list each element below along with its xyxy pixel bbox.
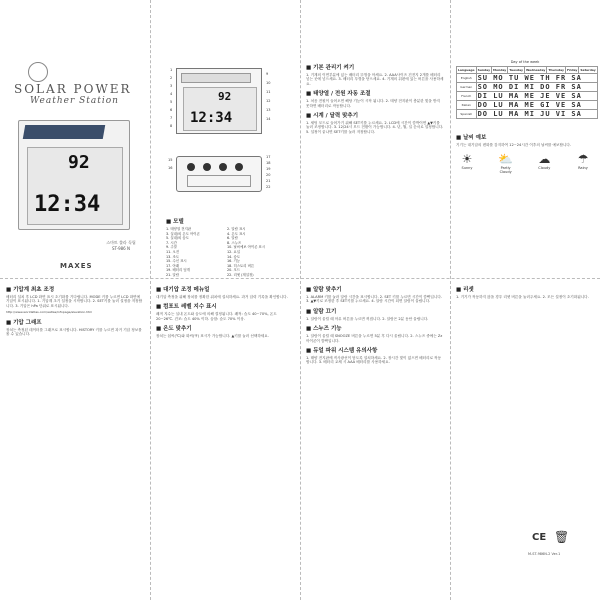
lcd-time: 12:34 — [190, 110, 233, 126]
callout-numbers-back-left: 15 16 — [168, 158, 173, 170]
parts-item: 15. 수신 표시 — [166, 259, 187, 264]
rainy-icon: ☂ Rainy — [572, 153, 594, 174]
section-body: 1. 알람이 울릴 때 아무 버튼을 누르면 꺼집니다. 2. 알람은 2분 동안 울립니다. — [306, 316, 429, 321]
parts-item: 3. 실내/외 온도 아이콘 — [166, 231, 200, 236]
section-title: ■ 리셋 — [456, 287, 474, 293]
front-diagram — [176, 68, 262, 134]
parts-list — [166, 214, 288, 278]
diagram-panel — [150, 0, 300, 278]
day-header: Monday — [493, 68, 507, 72]
section-body: 1. 기기가 작동하지 않을 경우 리셋 버튼을 눌러주세요. 2. 모든 설정이 초기화됩니다. — [456, 295, 589, 299]
recycle-bin-icon: 🗑 — [554, 530, 570, 544]
lcd-temperature: 92 — [218, 90, 232, 103]
partly-cloudy-icon: ⛅ Partly Cloudy — [495, 153, 517, 174]
button-alarm[interactable] — [219, 163, 227, 171]
callout-numbers-left: 1 2 3 4 5 6 7 8 — [170, 68, 173, 128]
section-title: ■ 스누즈 기능 — [306, 326, 342, 333]
table-row — [457, 101, 598, 110]
section-title: ■ 기압 그래프 — [6, 319, 42, 326]
instructions-panel-1 — [302, 60, 448, 278]
section-title: ■ 태양열 / 전원 자동 조절 — [306, 91, 371, 98]
parts-item: 12. 요일 — [227, 249, 241, 254]
solar-panel — [181, 73, 251, 83]
button-set[interactable] — [235, 163, 243, 171]
section-body: 1. 알람이 울릴 때 SNOOZE 버튼을 누르면 5분 후 다시 울립니다. 2. 스누즈 중에는 Zz 아이콘이 깜빡입니다. — [306, 334, 443, 343]
model-number: ST-986 N — [112, 246, 130, 251]
cover-panel — [0, 0, 150, 278]
instructions-panel-5 — [452, 280, 598, 598]
table-caption: Day of the week — [510, 60, 540, 64]
sun-icon — [28, 62, 48, 82]
language-name: English — [457, 74, 477, 83]
callout-numbers-back-right: 17 18 19 20 21 22 — [266, 155, 271, 189]
day-header: Wednesday — [525, 68, 546, 72]
parts-item: 13. 조도 — [166, 254, 180, 259]
section-body: 1. 세팅 모드로 들어가기 위해 SET키를 누르세요. 2. LCD에 시간이 깜박이면 ▲▼키를 눌러 조정합니다. 3. 12/24시 모드 전환이 가능합니다. 4. 년, 월, 일 순서로 설정합니다. 5. 설정이 끝나면 SET키를 눌러 저장합니다. — [306, 121, 444, 134]
parts-item: 11. 오전 — [166, 249, 180, 254]
section-title: ■ 시계 / 달력 맞추기 — [306, 113, 359, 120]
section-body: 배터리 설치 후 LCD 화면 표시 초기화를 기다립니다. MODE 키를 누르면 LCD 화면에 기압이 표시됩니다. 1. 기압계 초기 설정을 시작합니다. 2. SET키를 눌러 설정을 저장합니다. 3. 기압은 hPa 단위로 표시됩니다. — [6, 295, 143, 308]
day-abbreviations: SO MO DI MI DO FR SA — [476, 83, 597, 92]
weather-icons — [456, 153, 594, 174]
fold-line — [450, 0, 451, 600]
day-abbreviations: DI LU MA ME JE VE SA — [476, 92, 597, 101]
language-name: Italian — [457, 101, 477, 110]
button-mode[interactable] — [203, 163, 211, 171]
day-header: Friday — [566, 68, 578, 72]
parts-item: 19. 배터리 덮개 — [166, 268, 190, 273]
instructions-panel-2 — [2, 280, 148, 598]
section-body: 1. 기계의 이면부분에 있는 배터리 뚜껑을 아세요. 2. AAA사이즈 건전지 2개를 배터리 넣는 곳에 넣으세요. 3. 배터리 뚜껑을 닫으세요. 4. 기계의 뒤편에 있는 버튼을 사용하세요. — [306, 73, 444, 86]
parts-item: 21. 알람 — [166, 272, 180, 277]
section-body: 기기는 대기압의 변화를 감지하여 12~24시간 이후의 날씨를 예보합니다. — [456, 143, 572, 147]
solar-panel — [23, 125, 105, 139]
callout-numbers-right: 9 10 11 12 13 14 — [266, 72, 271, 121]
parts-grid — [166, 227, 288, 278]
parts-item: 6. 알람 — [227, 236, 238, 241]
fold-line — [0, 278, 600, 279]
section-body: 장치는 섭씨(℃)와 화씨(℉) 표시가 가능합니다. ▲키를 눌러 선택하세요. — [156, 334, 269, 339]
parts-item: 8. 스누즈 — [227, 240, 242, 245]
model-version: M-ST-986N-2 Ver.1 — [528, 552, 561, 556]
parts-item: 5. 실내/외 습도 — [166, 236, 189, 241]
section-title: ■ 알람 맞추기 — [306, 287, 342, 293]
lcd-screen — [183, 87, 257, 131]
section-title: ■ 온도 맞추기 — [156, 326, 192, 333]
icon-label: Sunny — [461, 166, 473, 171]
parts-item: 9. 주말 — [166, 245, 177, 250]
section-title: ■ 대기압 조정 메뉴얼 — [156, 287, 210, 293]
instructions-panel-4 — [302, 280, 448, 598]
parts-item: 14. 습도 — [227, 254, 241, 259]
day-header: Tuesday — [509, 68, 523, 72]
lcd-screen — [27, 147, 123, 225]
day-header: Thursday — [548, 68, 564, 72]
section-title: ■ 컴포트 레벨 지수 표시 — [156, 304, 217, 311]
back-diagram — [176, 156, 262, 192]
language-panel — [452, 60, 598, 278]
section-title: ■ 기본 관리기 켜기 — [306, 65, 355, 71]
day-header: Saturday — [580, 68, 596, 72]
parts-item: 22. 리셋 (재설정) — [227, 272, 254, 277]
table-row — [457, 110, 598, 119]
section-body: 장치는 측정된 데이터를 그래프로 표시합니다. HISTORY 키를 누르면 과거 기압 정보를 볼 수 있습니다. — [6, 327, 142, 337]
sunny-icon: ☀ Sunny — [456, 153, 478, 174]
parts-item: 2. 알람 표시 — [227, 227, 246, 231]
instructions-panel-3 — [152, 280, 298, 598]
table-row — [457, 74, 598, 83]
language-name: French — [457, 92, 477, 101]
lcd-temperature: 92 — [68, 152, 90, 173]
section-title: ■ 날씨 예보 — [456, 135, 487, 141]
cover-caption: 스마트 쏠라 독립 — [106, 240, 136, 245]
section-title: ■ 알람 끄기 — [306, 308, 337, 315]
parts-item: 18. 히스토리 버튼 — [227, 263, 255, 268]
maker-logo: MAXES — [60, 262, 93, 270]
section-title: ■ 듀얼 파워 시스템 유의사항 — [306, 348, 378, 355]
table-row — [457, 83, 598, 92]
section-body: 1. ALARM 키를 눌러 알람 시간을 표시합니다. 2. SET 키를 누르면 시간이 깜빡입니다. 3. ▲▼키로 조정한 후 SET키를 누르세요. 4. 알람 시간이 되면 알람이 울립니다. — [306, 295, 442, 304]
parts-item: 17. 아래 — [166, 263, 180, 268]
icon-label: Cloudy — [538, 166, 551, 171]
parts-item: 1. 태양열 전지판 — [166, 227, 192, 231]
language-table — [456, 66, 598, 119]
day-header: Sunday — [477, 68, 491, 72]
lcd-time: 12:34 — [34, 192, 101, 217]
section-body: 대기압 측정을 위해 장치를 정확한 위치에 설치하세요. 과거 압력 기록을 확인합니다. — [156, 295, 288, 299]
ce-mark: CE — [532, 532, 547, 543]
parts-item: 4. 온도 표시 — [227, 231, 246, 236]
brand-title: SOLAR POWER — [14, 82, 132, 96]
section-body: 쾌적 지수는 실내 온도와 습도에 의해 결정됩니다. 쾌적: 습도 40~70%, 온도 20~26℃. 건조: 습도 40% 이하. 습함: 습도 70% 이상. — [156, 312, 277, 321]
language-name: Spanish — [457, 110, 477, 119]
parts-item: 16. 기능 — [227, 259, 241, 264]
day-abbreviations: DO LU MA ME GI VE SA — [476, 101, 597, 110]
parts-item: 20. 모드 — [227, 268, 241, 273]
fold-line — [300, 0, 301, 600]
section-body: 1. 태양 전지판에 직사광선이 닿도록 설치하세요. 2. 장시간 빛이 없으면 배터리로 작동합니다. 3. 배터리 교체 시 AAA 배터리를 사용하세요. — [306, 356, 442, 365]
section-body: 1. 처음 전원이 들어오면 해당 기능이 시작 됩니다. 2. 태양 전지판이 충분한 빛을 받지 못하면 배터리로 작동합니다. — [306, 99, 440, 108]
section-title: ■ 기압계 최초 조정 — [6, 287, 55, 293]
day-abbreviations: DO LU MA MI JU VI SA — [476, 110, 597, 119]
parts-title: ■ 모델 — [166, 219, 184, 225]
table-header: Language — [458, 68, 475, 72]
language-name: German — [457, 83, 477, 92]
product-image — [18, 120, 130, 230]
parts-item: 10. 날씨예보 아이콘 표시 — [227, 245, 266, 250]
icon-label: Rainy — [578, 166, 588, 171]
button-history[interactable] — [187, 163, 195, 171]
cloudy-icon: ☁ Cloudy — [533, 153, 555, 174]
icon-label: Partly Cloudy — [499, 166, 512, 175]
reference-link[interactable]: http://www.worldatlas.com/aatlas/infopage/elevation.htm — [6, 310, 93, 315]
table-row — [457, 92, 598, 101]
day-abbreviations: SU MO TU WE TH FR SA — [476, 74, 597, 83]
battery-cover[interactable] — [187, 175, 251, 187]
brand-subtitle: Weather Station — [30, 96, 119, 106]
parts-item: 7. 시간 — [166, 240, 177, 245]
